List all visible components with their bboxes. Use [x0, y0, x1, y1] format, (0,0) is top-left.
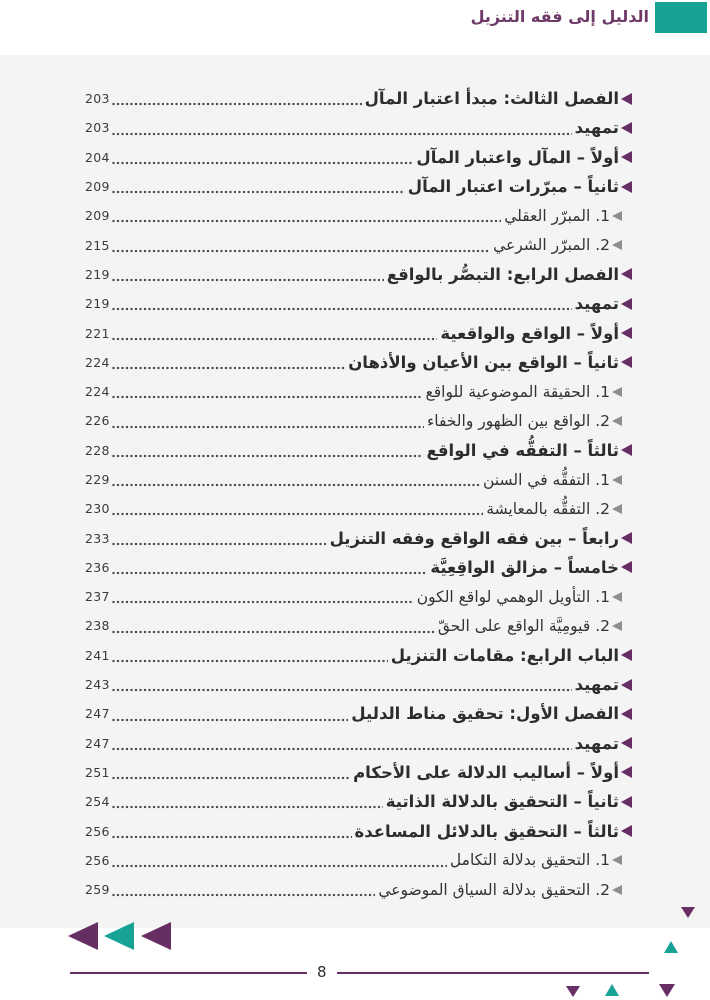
- toc-entry-label: 2. التحقيق بدلالة السياق الموضوعي: [378, 880, 610, 899]
- toc-entry-page-number: 241: [85, 647, 110, 663]
- dot-leader: [112, 747, 572, 751]
- dot-leader: [112, 776, 350, 780]
- toc-entry: [0, 201, 710, 230]
- toc-entry-label: 2. الواقع بين الظهور والخفاء: [426, 411, 610, 430]
- footer-rule-right-segment: [337, 972, 649, 974]
- toc-entry-page-number: 243: [85, 677, 110, 693]
- dot-leader: [112, 278, 384, 282]
- toc-entry-label: الفصل الثالث: مبدأ اعتبار المآل: [364, 89, 619, 109]
- toc-entry-label: أولاً – المآل واعتبار المآل: [416, 147, 619, 167]
- dot-leader: [112, 630, 435, 634]
- toc-entry-page-number: 233: [85, 530, 110, 546]
- dot-leader: [112, 395, 423, 399]
- toc-entry: [0, 377, 710, 406]
- decor-triangle-down-purple-icon: [681, 907, 695, 918]
- triangle-bullet-icon: [612, 855, 622, 865]
- toc-entry-page-number: 259: [85, 882, 110, 898]
- triangle-bullet-icon: [612, 504, 622, 514]
- toc-entry-page-number: 209: [85, 179, 110, 195]
- dot-leader: [112, 132, 572, 136]
- toc-entry-page-number: 238: [85, 618, 110, 634]
- toc-entry-label: تمهيد: [574, 294, 619, 314]
- toc-entry: [0, 523, 710, 552]
- decor-triangle-up-teal-icon: [605, 984, 619, 996]
- toc-entry: [0, 465, 710, 494]
- toc-entry-page-number: 251: [85, 764, 110, 780]
- toc-entry: [0, 611, 710, 640]
- toc-entry-page-number: 221: [85, 325, 110, 341]
- dot-leader: [112, 718, 349, 722]
- dot-leader: [112, 688, 572, 692]
- dot-leader: [112, 307, 572, 311]
- toc-entry: [0, 641, 710, 670]
- triangle-bullet-icon: [621, 737, 632, 749]
- dot-leader: [112, 483, 480, 487]
- triangle-bullet-icon: [621, 708, 632, 720]
- toc-entry: [0, 553, 710, 582]
- toc-entry: [0, 436, 710, 465]
- triangle-bullet-icon: [621, 649, 632, 661]
- toc-entry-page-number: 203: [85, 91, 110, 107]
- toc-entry-page-number: 247: [85, 706, 110, 722]
- toc-entry-label: ثانياً – مبرّرات اعتبار المآل: [407, 177, 619, 197]
- toc-page-body: [0, 55, 710, 928]
- toc-entry-label: تمهيد: [574, 118, 619, 138]
- toc-entry-label: ثالثاً – التفقُّه في الواقع: [426, 440, 619, 460]
- triangle-bullet-icon: [621, 532, 632, 544]
- toc-entry-page-number: 204: [85, 149, 110, 165]
- toc-entry-page-number: 209: [85, 208, 110, 224]
- triangle-bullet-icon: [621, 122, 632, 134]
- toc-entry: [0, 494, 710, 523]
- dot-leader: [112, 337, 438, 341]
- toc-entry: [0, 670, 710, 699]
- toc-entry: [0, 113, 710, 142]
- toc-entry-label: 2. المبرّر الشرعي: [493, 236, 610, 255]
- toc-entry-label: تمهيد: [574, 675, 619, 695]
- toc-entry-label: 2. التفقُّه بالمعايشة: [486, 499, 610, 518]
- toc-entry-page-number: 237: [85, 589, 110, 605]
- toc-entry-page-number: 203: [85, 120, 110, 136]
- toc-entry-label: تمهيد: [574, 733, 619, 753]
- triangle-bullet-icon: [612, 621, 622, 631]
- triangle-bullet-icon: [621, 93, 632, 105]
- toc-entry-label: 1. التأويل الوهمي لواقع الكون: [416, 587, 610, 606]
- dot-leader: [112, 600, 414, 604]
- toc-entry: [0, 289, 710, 318]
- dot-leader: [112, 161, 414, 165]
- toc-entry: [0, 172, 710, 201]
- triangle-bullet-icon: [621, 561, 632, 573]
- dot-leader: [112, 454, 424, 458]
- toc-entry-page-number: 254: [85, 794, 110, 810]
- footer-rule: [70, 965, 649, 980]
- triangle-bullet-icon: [621, 151, 632, 163]
- toc-entry-page-number: 219: [85, 266, 110, 282]
- toc-entry: [0, 348, 710, 377]
- toc-entry-label: ثانياً – التحقيق بالدلالة الذاتية: [385, 792, 619, 812]
- dot-leader: [112, 835, 352, 839]
- toc-entry-page-number: 215: [85, 237, 110, 253]
- dot-leader: [112, 542, 327, 546]
- triangle-bullet-icon: [621, 825, 632, 837]
- toc-entry: [0, 699, 710, 728]
- header-square-decoration: [655, 2, 707, 33]
- toc-entry: [0, 875, 710, 904]
- dot-leader: [112, 366, 345, 370]
- toc-entry-label: ثانياً – الواقع بين الأعيان والأذهان: [348, 352, 619, 372]
- toc-entry: [0, 143, 710, 172]
- toc-entry-label: 1. التحقيق بدلالة التكامل: [449, 851, 610, 870]
- dot-leader: [112, 659, 388, 663]
- toc-entry-label: 1. المبرّر العقلي: [504, 206, 610, 225]
- triangle-bullet-icon: [612, 387, 622, 397]
- decor-triangle-left-purple-icon: [68, 922, 98, 950]
- page-number: 8: [317, 963, 327, 981]
- toc-entry-page-number: 224: [85, 354, 110, 370]
- toc-entry-page-number: 229: [85, 472, 110, 487]
- toc-entry: [0, 582, 710, 611]
- triangle-bullet-icon: [621, 766, 632, 778]
- toc-entry-label: رابعاً – بين فقه الواقع وفقه التنزيل: [329, 528, 619, 548]
- dot-leader: [112, 102, 362, 106]
- toc-entry: [0, 816, 710, 845]
- triangle-bullet-icon: [612, 475, 622, 485]
- triangle-bullet-icon: [621, 298, 632, 310]
- triangle-bullet-icon: [612, 416, 622, 426]
- decor-triangle-up-teal-icon: [664, 941, 678, 953]
- toc-entry-label: 1. الحقيقة الموضوعية للواقع: [425, 382, 610, 401]
- dot-leader: [112, 425, 424, 429]
- dot-leader: [112, 190, 405, 194]
- toc-entry: [0, 787, 710, 816]
- toc-entry-label: الفصل الرابع: التبصُّر بالواقع: [386, 264, 619, 284]
- toc-entry-label: الفصل الأول: تحقيق مناط الدليل: [351, 704, 619, 724]
- triangle-bullet-icon: [621, 444, 632, 456]
- dot-leader: [112, 249, 490, 253]
- toc-entry-page-number: 224: [85, 384, 110, 400]
- triangle-bullet-icon: [621, 268, 632, 280]
- toc-entry-label: أولاً – الواقع والواقعية: [440, 323, 619, 343]
- toc-entry-page-number: 219: [85, 296, 110, 312]
- toc-entry: [0, 84, 710, 113]
- toc-entry: [0, 318, 710, 347]
- triangle-bullet-icon: [612, 592, 622, 602]
- toc-entry: [0, 230, 710, 259]
- decor-triangle-left-purple-icon: [141, 922, 171, 950]
- toc-entry-page-number: 226: [85, 413, 110, 429]
- triangle-bullet-icon: [621, 327, 632, 339]
- toc-entry-label: 1. التفقُّه في السنن: [483, 470, 610, 489]
- toc-entry-label: أولاً – أساليب الدلالة على الأحكام: [353, 762, 619, 782]
- toc-entry-page-number: 228: [85, 442, 110, 458]
- decor-triangle-down-purple-icon: [566, 986, 580, 997]
- toc-entry-label: خامساً – مزالق الواقِعِيَّة: [430, 557, 619, 577]
- triangle-bullet-icon: [612, 211, 622, 221]
- decor-triangle-down-purple-icon: [659, 984, 675, 997]
- dot-leader: [112, 805, 383, 809]
- toc-entry: [0, 406, 710, 435]
- toc-entry-page-number: 230: [85, 501, 110, 517]
- toc-entry-label: الباب الرابع: مقامات التنزيل: [390, 645, 619, 665]
- dot-leader: [112, 512, 484, 516]
- book-title: الدليل إلى فقه التنزيل: [470, 7, 649, 26]
- triangle-bullet-icon: [621, 356, 632, 368]
- footer-rule-left-segment: [70, 972, 307, 974]
- toc-entry-page-number: 256: [85, 852, 110, 868]
- dot-leader: [112, 571, 428, 575]
- triangle-bullet-icon: [621, 679, 632, 691]
- toc-entry: [0, 260, 710, 289]
- toc-entry: [0, 758, 710, 787]
- dot-leader: [112, 219, 501, 223]
- decor-triangle-left-teal-icon: [104, 922, 134, 950]
- toc-entry-page-number: 256: [85, 823, 110, 839]
- toc-entry-label: ثالثاً – التحقيق بالدلائل المساعدة: [354, 821, 619, 841]
- toc-list: [0, 84, 710, 904]
- triangle-bullet-icon: [612, 885, 622, 895]
- triangle-bullet-icon: [621, 181, 632, 193]
- toc-entry-label: 2. قيومِيَّة الواقع على الحقّ: [437, 616, 610, 635]
- dot-leader: [112, 893, 376, 897]
- dot-leader: [112, 864, 447, 868]
- triangle-bullet-icon: [621, 796, 632, 808]
- toc-entry: [0, 729, 710, 758]
- toc-entry-page-number: 247: [85, 735, 110, 751]
- toc-entry: [0, 846, 710, 875]
- toc-entry-page-number: 236: [85, 559, 110, 575]
- triangle-bullet-icon: [612, 240, 622, 250]
